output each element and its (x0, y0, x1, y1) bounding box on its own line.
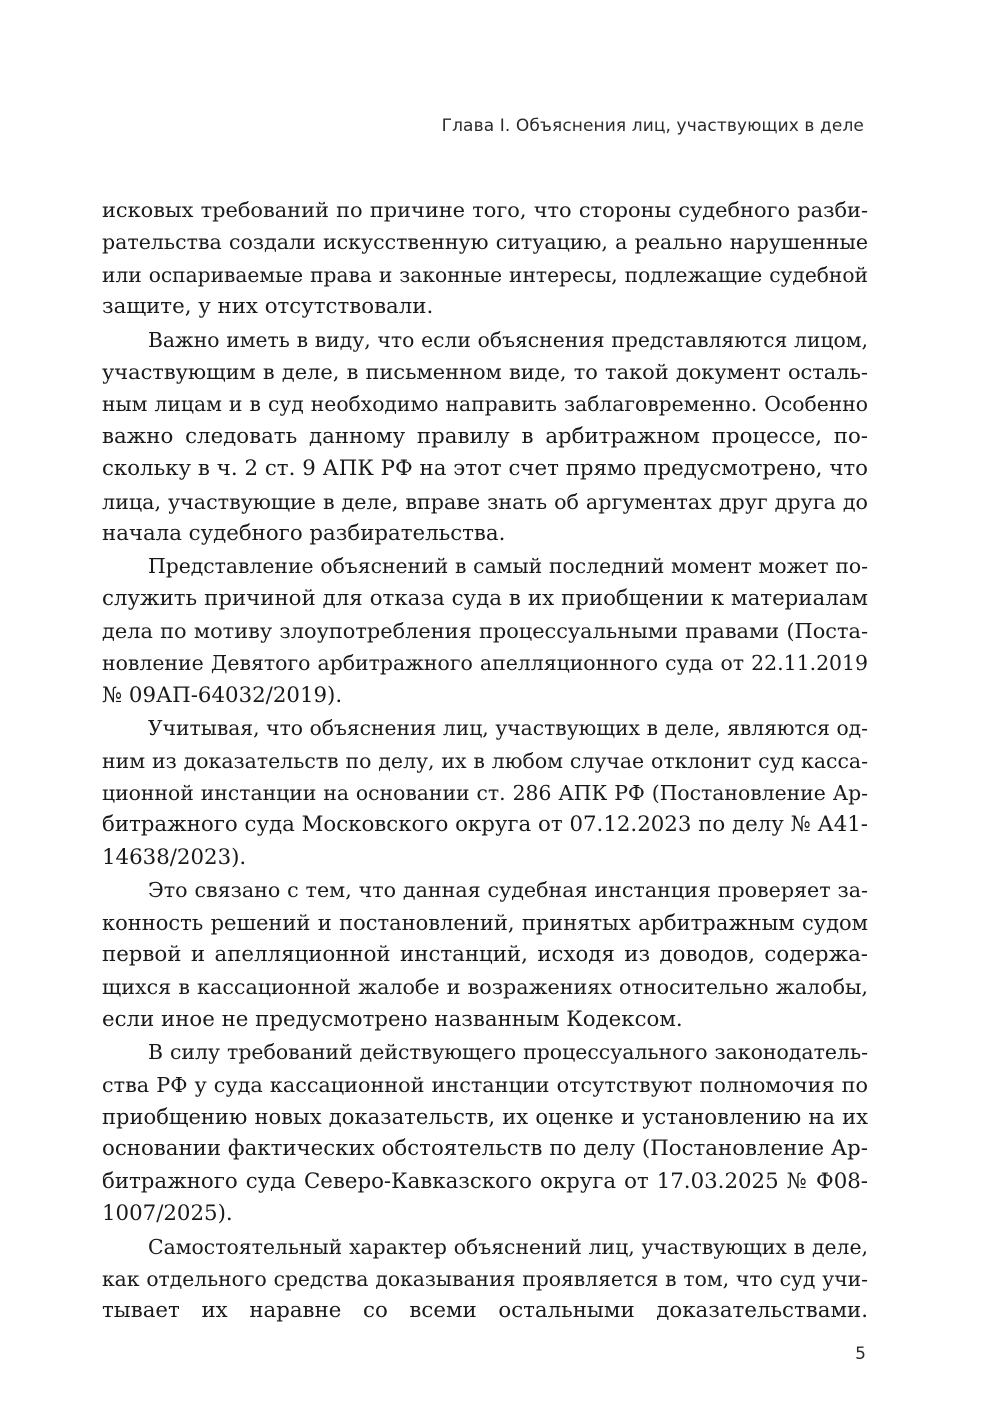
text-line: новление Девятого арбитражного апелляционного суда от 22.11.2019 (102, 651, 868, 676)
text-line: Учитывая, что объяснения лиц, участвующих в деле, являются од- (148, 716, 868, 741)
text-line: тывает их наравне со всеми остальными доказательствами. (102, 1298, 868, 1324)
text-line: ным лицам и в суд необходимо направить заблаговременно. Особенно (102, 392, 868, 417)
text-line: первой и апелляционной инстанций, исходя из доводов, содержа- (102, 941, 868, 967)
text-line: Это связано с тем, что данная судебная инстанция проверяет за- (148, 878, 868, 903)
paragraph (102, 1231, 868, 1328)
paragraph (102, 1036, 868, 1230)
text-line: ним из доказательств по делу, их в любом случае отклонит суд касса- (102, 748, 868, 773)
text-line: ционной инстанции на основании ст. 286 АПК РФ (Постановление Ар- (102, 781, 868, 806)
text-line: или оспариваемые права и законные интересы, подлежащие судебной (102, 262, 868, 287)
paragraph (102, 874, 868, 1036)
text-line: дела по мотиву злоупотребления процессуальными правами (Поста- (102, 619, 868, 644)
text-line: если иное не предусмотрено названным Кодексом. (102, 1006, 683, 1032)
text-line: 1007/2025). (102, 1201, 233, 1227)
paragraph (102, 550, 868, 712)
page-number: 5 (855, 1344, 866, 1364)
text-line: скольку в ч. 2 ст. 9 АПК РФ на этот счет прямо предусмотрено, что (102, 456, 868, 482)
text-line: служить причиной для отказа суда в их приобщении к материалам (102, 585, 868, 611)
text-line: ства РФ у суда кассационной инстанции отсутствуют полномочия по (102, 1072, 868, 1097)
text-line: рательства создали искусственную ситуацию, а реально нарушенные (102, 230, 868, 255)
paragraph (102, 712, 868, 874)
text-line: как отдельного средства доказывания проявляется в том, что суд учи- (102, 1266, 868, 1291)
text-line: № 09АП-64032/2019). (102, 682, 343, 708)
text-line: Представление объяснений в самый последний момент может по- (148, 554, 868, 579)
text-line: основании фактических обстоятельств по делу (Постановление Ар- (102, 1136, 868, 1162)
text-line: защите, у них отсутствовали. (102, 294, 434, 320)
paragraph (102, 194, 868, 324)
text-line: битражного суда Северо-Кавказского округа от 17.03.2025 № Ф08- (102, 1168, 868, 1194)
text-line: В силу требований действующего процессуального законодатель- (148, 1040, 868, 1065)
running-head: Глава I. Объяснения лиц, участвующих в деле (441, 116, 864, 136)
text-line: исковых требований по причине того, что стороны судебного разби- (102, 198, 868, 222)
text-line: Важно иметь в виду, что если объяснения представляются лицом, (148, 327, 868, 352)
page-body-text (102, 194, 868, 1328)
text-line: начала судебного разбирательства. (102, 520, 506, 546)
text-line: щихся в кассационной жалобе и возражениях относительно жалобы, (102, 975, 868, 1000)
text-line: важно следовать данному правилу в арбитражном процессе, по- (102, 423, 868, 449)
text-line: битражного суда Московского округа от 07.12.2023 по делу № А41- (102, 812, 868, 838)
text-line: Самостоятельный характер объяснений лиц, участвующих в деле, (148, 1234, 868, 1259)
text-line: 14638/2023). (102, 844, 247, 870)
text-line: конность решений и постановлений, принятых арбитражным судом (102, 910, 868, 935)
paragraph (102, 324, 868, 551)
text-line: лица, участвующие в деле, вправе знать об аргументах друг друга до (102, 489, 868, 514)
text-line: участвующим в деле, в письменном виде, то такой документ осталь- (102, 359, 868, 384)
text-line: приобщению новых доказательств, их оценке и установлению на их (102, 1103, 868, 1129)
